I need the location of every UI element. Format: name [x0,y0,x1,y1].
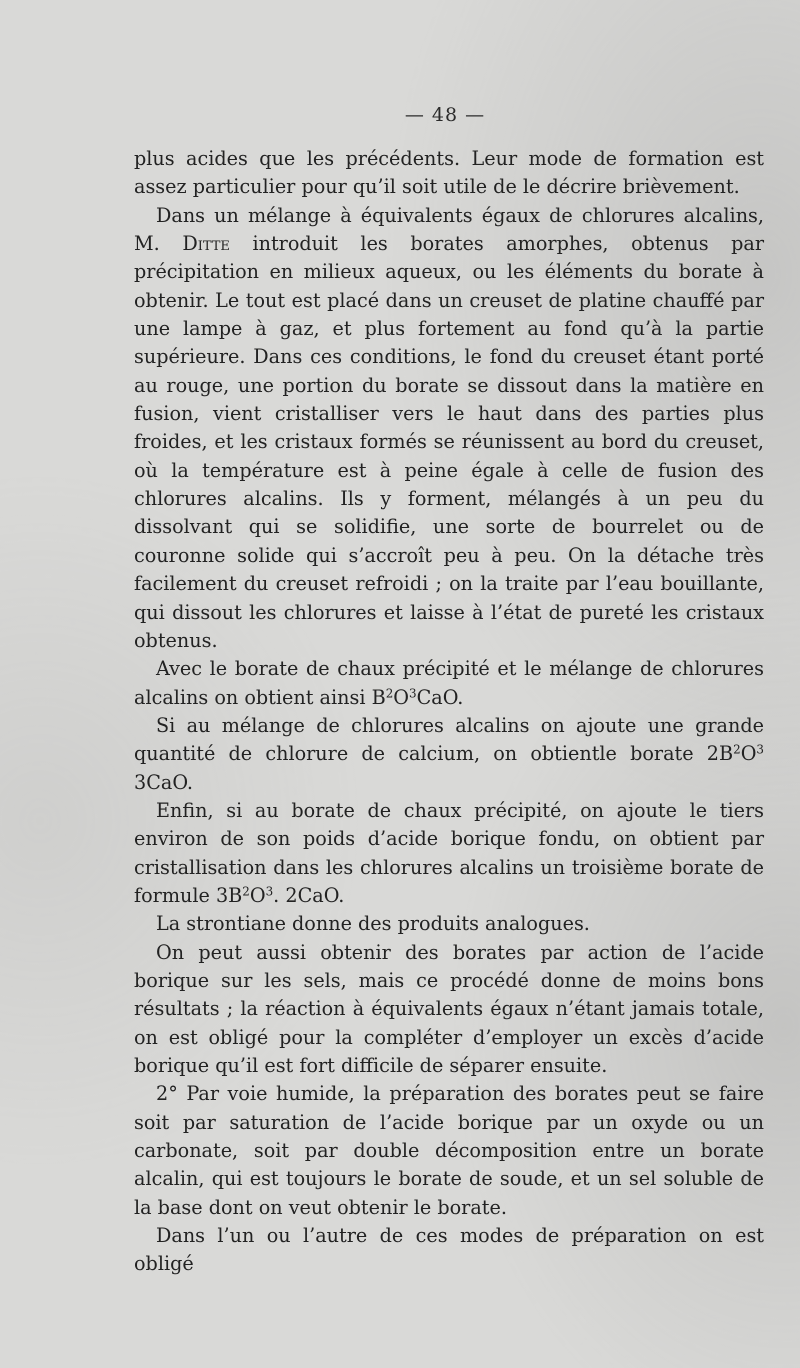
paragraph-text: Avec le borate de chaux précipité et le mélange de chlorures alcalins on obtient ainsi [134,657,764,709]
paragraph-rest: introduit les borates amorphes, obtenus par précipitation en milieux aqueux, ou les éléments du borate à obtenir. Le tout est placé dans un creuset de platine chauffé par une lampe à gaz, et plus fortement au fond qu’à la partie supérieure. Dans ces conditions, le fond du creuset étant porté au rouge, une portion du borate se dissout dans la matière en fusion, vient cristalliser vers le haut dans des parties plus froides, et les cristaux formés se réunissent au bord du creuset, où la température est à peine égale à celle de fusion des chlorures alcalins. Ils y forment, mélangés à un peu du dissolvant qui se solidifie, une sorte de bourrelet ou de couronne solide qui s’accroît peu à peu. On la détache très facilement du creuset refroidi ; on la traite par l’eau bouillante, qui dissout les chlorures et laisse à l’état de pureté les cristaux obtenus. [134,232,764,652]
paragraph-chaux-borate [134,655,764,712]
chemical-formula: $2B^2O^3$ 3CaO. [134,742,764,794]
paragraph-ditte-method [134,202,764,656]
paragraph-final-line: Dans l’un ou l’autre de ces modes de préparation on est obligé [134,1224,764,1276]
paragraph-strontiane: La strontiane donne des produits analogues. [156,912,590,936]
paragraph-text: Enfin, si au borate de chaux précipité, on ajoute le tiers environ de son poids d’acide borique fondu, on obtient par cristallisation dans les chlorures alcalins un troisième borate de formule [134,798,764,907]
page-number: — 48 — [404,104,486,126]
body-text [134,145,764,1279]
paragraph-voie-humide: 2° Par voie humide, la préparation des borates peut se faire soit par saturation de l’acide borique par un oxyde ou un carbonate, soit par double décomposition entre un borate alcalin, qui est toujours le borate de soude, et un sel soluble de la base dont on veut obtenir le borate. [134,1082,764,1219]
paragraph-continuation: plus acides que les précédents. Leur mode de formation est assez particulier pour qu’il soit utile de le décrire brièvement. [134,147,764,199]
paragraph-start: Dans un mélange à équivalents égaux de chlorures alcalins, M. [134,203,764,256]
paragraph-text: Si au mélange de chlorures alcalins on ajoute une grande quantité de chlorure de calcium, on obtientle borate [134,713,764,766]
chemical-formula: $B^2O^3CaO$. [371,685,464,709]
chemical-formula: $3B^2O^3$. 2CaO. [215,883,345,907]
paragraph-acide-borique-action: On peut aussi obtenir des borates par action de l’acide borique sur les sels, mais ce procédé donne de moins bons résultats ; la réaction à équivalents égaux n’étant jamais totale, on est obligé pour la compléter d’employer un excès d’acide borique qu’il est fort difficile de séparer ensuite. [134,940,764,1077]
paragraph-third-borate [134,797,764,910]
author-name: Ditte [182,232,230,256]
paragraph-calcium-chloride [134,712,764,797]
